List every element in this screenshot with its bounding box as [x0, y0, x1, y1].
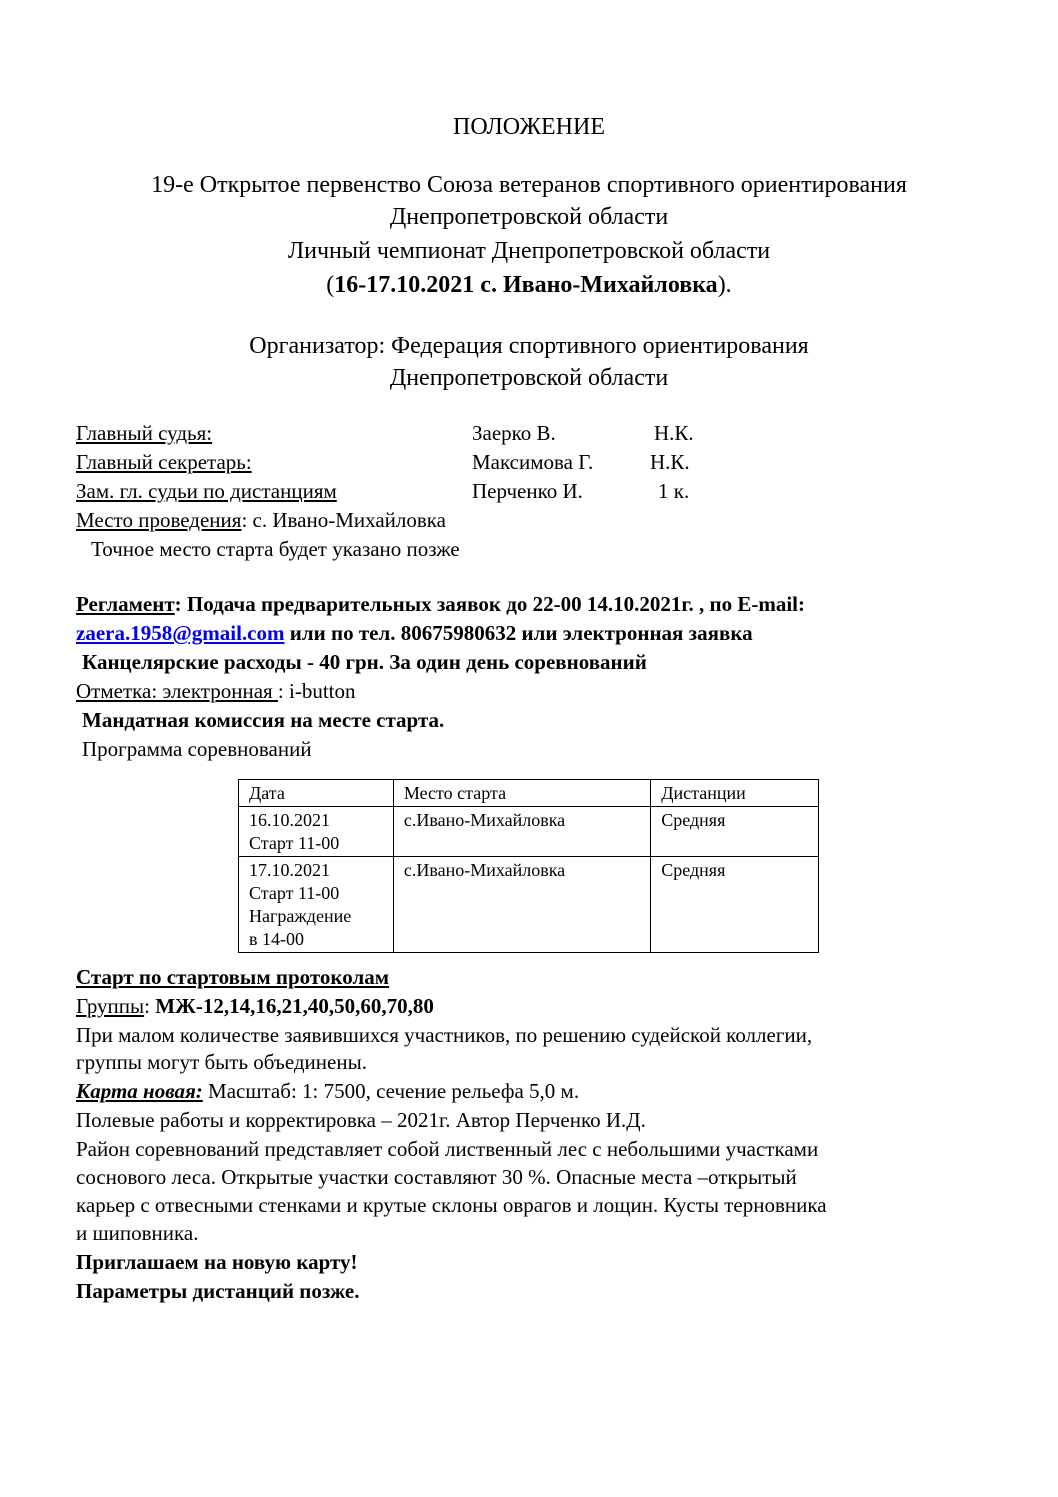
- parameters-later-line: Параметры дистанций позже.: [76, 1279, 360, 1303]
- header-place: Место старта: [393, 780, 650, 807]
- start-time: Старт 11-00: [249, 833, 340, 853]
- map-line: [76, 1077, 579, 1105]
- groups-line: [76, 992, 434, 1020]
- venue-note: Точное место старта будет указано позже: [91, 537, 460, 561]
- official-name-chief-secretary: Максимова Г.: [472, 450, 594, 474]
- official-role-chief-secretary: Главный секретарь:: [76, 450, 252, 474]
- regulation-line-1: [76, 590, 805, 618]
- cell-date: [239, 857, 394, 953]
- regulation-phone: или по тел. 80675980632 или электронная заявка: [284, 621, 753, 645]
- regulation-line-2: [76, 619, 753, 647]
- event-date-line: [0, 270, 1058, 300]
- official-rank-chief-secretary: Н.К.: [650, 450, 690, 474]
- cell-distance: Средняя: [651, 857, 819, 953]
- groups-colon: :: [144, 994, 156, 1018]
- official-rank-chief-judge: Н.К.: [654, 421, 694, 445]
- cell-date: [239, 807, 394, 857]
- organizer-line-2: Днепропетровской области: [389, 365, 669, 391]
- award-time: в 14-00: [249, 929, 304, 949]
- title-line-2: Днепропетровской области: [389, 204, 669, 230]
- official-role-deputy: Зам. гл. судьи по дистанциям: [76, 479, 337, 503]
- cell-place: с.Ивано-Михайловка: [393, 807, 650, 857]
- merge-note-line-2: группы могут быть объединены.: [76, 1050, 367, 1074]
- area-description-line-2: соснового леса. Открытые участки составляют 30 %. Опасные места –открытый: [76, 1165, 797, 1189]
- title-line-3: Личный чемпионат Днепропетровской области: [287, 238, 771, 264]
- date-value: 17.10.2021: [249, 860, 330, 880]
- email-link[interactable]: zaera.1958@gmail.com: [76, 621, 285, 645]
- area-description-line-1: Район соревнований представляет собой лиственный лес с небольшими участками: [76, 1137, 819, 1161]
- program-title: Программа соревнований: [82, 737, 312, 761]
- venue-line: [76, 506, 446, 534]
- area-description-line-3: карьер с отвесными стенками и крутые склоны оврагов и лощин. Кусты терновника: [76, 1193, 827, 1217]
- table-row: [239, 857, 819, 953]
- marking-label: Отметка: электронная: [76, 679, 278, 703]
- venue-value: : с. Ивано-Михайловка: [241, 508, 446, 532]
- header-date: Дата: [239, 780, 394, 807]
- mandate-line: Мандатная комиссия на месте старта.: [82, 708, 445, 732]
- official-rank-deputy: 1 к.: [658, 479, 690, 503]
- invitation-line: Приглашаем на новую карту!: [76, 1250, 358, 1274]
- cell-distance: Средняя: [651, 807, 819, 857]
- groups-label: Группы: [76, 994, 145, 1018]
- date-value: 16.10.2021: [249, 810, 330, 830]
- document-heading: ПОЛОЖЕНИЕ: [453, 114, 605, 140]
- header-distance: Дистанции: [651, 780, 819, 807]
- map-scale: Масштаб: 1: 7500, сечение рельефа 5,0 м.: [202, 1079, 580, 1103]
- title-line-1: 19-е Открытое первенство Союза ветеранов спортивного ориентирования: [151, 172, 907, 198]
- fee-line: Канцелярские расходы - 40 грн. За один день соревнований: [82, 650, 647, 674]
- program-table-header: [239, 780, 819, 807]
- regulation-deadline: : Подача предварительных заявок до 22-00 14.10.2021г. , по E-mail:: [174, 592, 805, 616]
- official-row-deputy: [76, 477, 697, 505]
- table-row: [239, 807, 819, 857]
- official-name-chief-judge: Заерко В.: [472, 421, 556, 445]
- event-date-location: 16-17.10.2021 с. Ивано-Михайловка: [334, 272, 718, 298]
- date-close-paren: ).: [717, 272, 732, 298]
- cell-place: с.Ивано-Михайловка: [393, 857, 650, 953]
- start-time: Старт 11-00: [249, 883, 340, 903]
- date-open-paren: (: [326, 272, 335, 298]
- groups-value: МЖ-12,14,16,21,40,50,60,70,80: [155, 994, 434, 1018]
- area-description-line-4: и шиповника.: [76, 1221, 199, 1245]
- marking-line: [76, 677, 356, 705]
- award-label: Награждение: [249, 906, 352, 926]
- official-role-chief-judge: Главный судья:: [76, 421, 213, 445]
- fieldwork-line: Полевые работы и корректировка – 2021г. Автор Перченко И.Д.: [76, 1108, 646, 1132]
- regulation-label: Регламент: [76, 592, 175, 616]
- official-name-deputy: Перченко И.: [472, 479, 583, 503]
- map-label: Карта новая:: [76, 1079, 203, 1103]
- program-table: [238, 779, 819, 953]
- venue-label: Место проведения: [76, 508, 242, 532]
- start-protocol-line: Старт по стартовым протоколам: [76, 965, 390, 989]
- organizer-line-1: Организатор: Федерация спортивного ориентирования: [249, 333, 809, 359]
- merge-note-line-1: При малом количестве заявившихся участников, по решению судейской коллегии,: [76, 1023, 813, 1047]
- marking-value: : i-button: [277, 679, 356, 703]
